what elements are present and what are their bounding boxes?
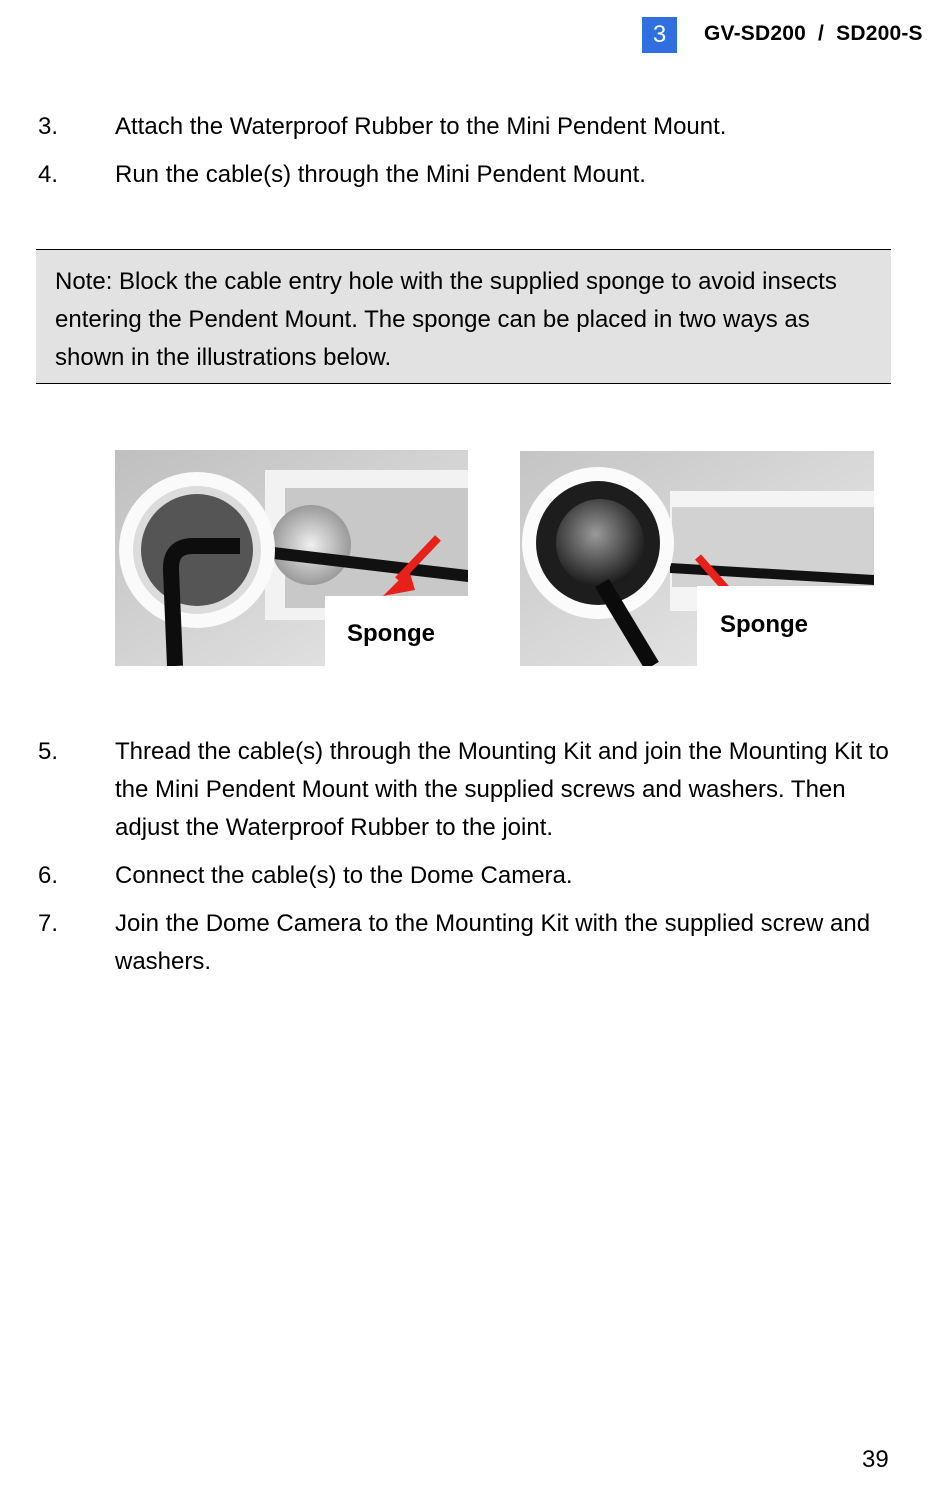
sponge-label: Sponge <box>347 620 435 647</box>
step-text: Run the cable(s) through the Mini Pendent Mount. <box>115 161 646 188</box>
note-body: Block the cable entry hole with the supplied sponge to avoid insects entering the Pendent Mount. The sponge can be placed in two ways as shown in the illustrations below. <box>55 268 837 371</box>
step-text: Attach the Waterproof Rubber to the Mini Pendent Mount. <box>115 113 727 140</box>
chapter-number-badge: 3 <box>642 17 677 53</box>
page-number: 39 <box>862 1446 889 1473</box>
sponge-callout-1 <box>325 596 470 668</box>
sponge-callout-2 <box>697 586 874 668</box>
step-text: Join the Dome Camera to the Mounting Kit with the supplied screw and washers. <box>115 910 871 975</box>
step-number: 5. <box>38 738 59 765</box>
step-text: Connect the cable(s) to the Dome Camera. <box>115 862 573 889</box>
step-number: 4. <box>38 161 59 188</box>
step-number: 3. <box>38 113 59 140</box>
note-box <box>36 249 891 384</box>
sponge-label: Sponge <box>720 611 808 638</box>
step-text: Thread the cable(s) through the Mounting Kit and join the Mounting Kit to the Mini Pendent Mount with the supplied screws and washers. Then adjust the Waterproof Rubber to the joint. <box>115 738 889 841</box>
model-name: GV-SD200 / SD200-S <box>704 22 923 45</box>
step-number: 6. <box>38 862 59 889</box>
note-label: Note: <box>55 268 113 295</box>
step-number: 7. <box>38 910 59 937</box>
note-paragraph <box>55 263 865 377</box>
